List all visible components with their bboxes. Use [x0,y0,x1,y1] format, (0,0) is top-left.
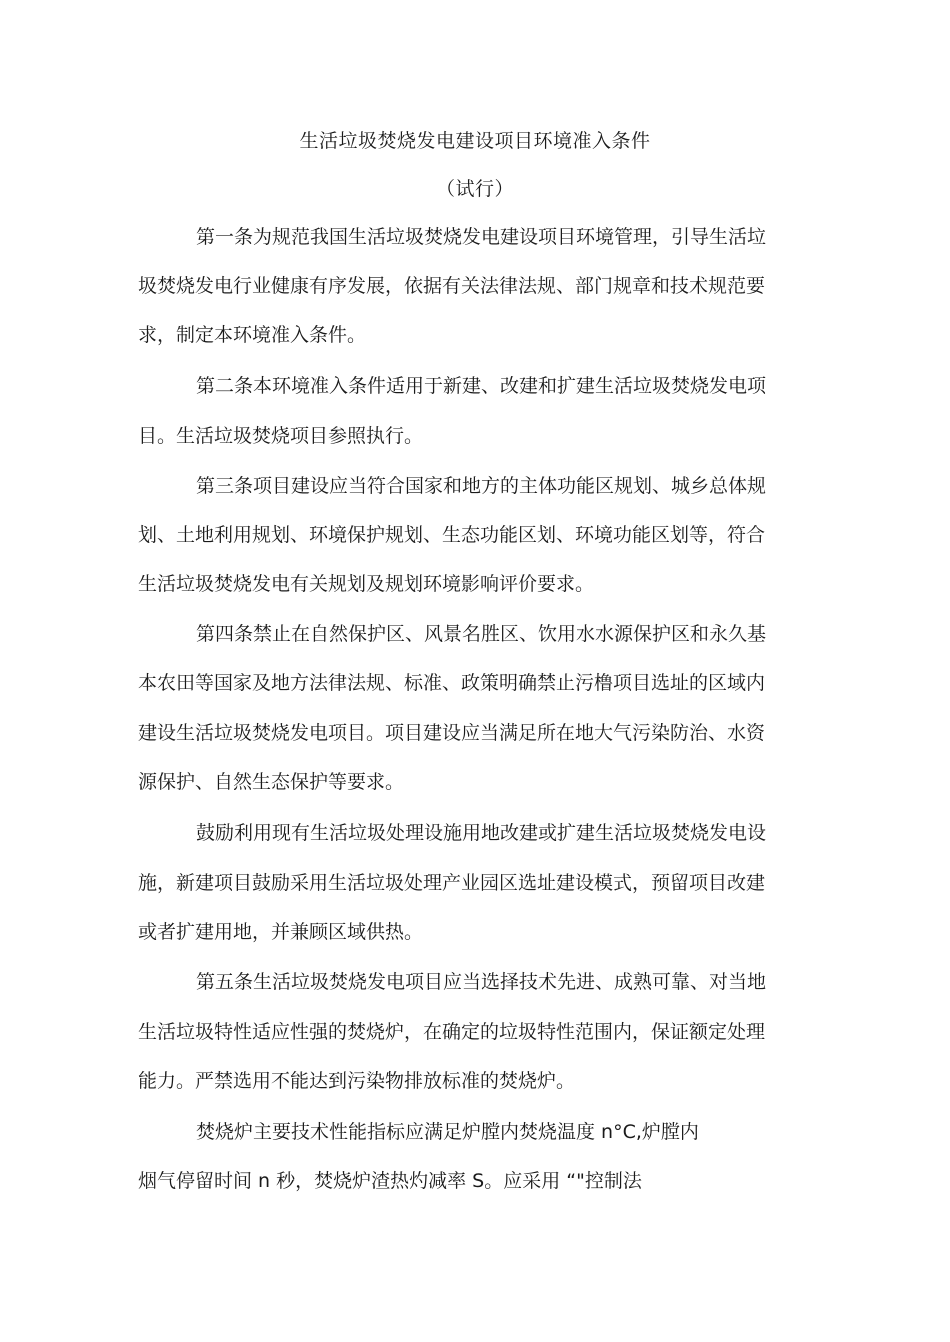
article-2-line-1: 第二条本环境准入条件适用于新建、改建和扩建生活垃圾焚烧发电项 [196,375,767,397]
paragraph-encourage-line-1: 鼓励利用现有生活垃圾处理设施用地改建或扩建生活垃圾焚烧发电设 [196,822,767,844]
article-4-line-3: 建设生活垃圾焚烧发电项目。项目建设应当满足所在地大气污染防治、水资 [138,722,766,744]
article-1-line-1: 第一条为规范我国生活垃圾焚烧发电建设项目环境管理，引导生活垃 [196,226,767,248]
paragraph-encourage-line-3: 或者扩建用地，并兼顾区域供热。 [138,921,424,943]
document-subtitle: （试行） [435,178,514,200]
article-3-line-2: 划、土地利用规划、环境保护规划、生态功能区划、环境功能区划等，符合 [138,524,766,546]
article-1-line-3: 求，制定本环境准入条件。 [138,324,367,346]
article-4-line-2: 本农田等国家及地方法律法规、标准、政策明确禁止污橹项目选址的区域内 [138,672,766,694]
article-4-line-4: 源保护、自然生态保护等要求。 [138,771,405,793]
document-title: 生活垃圾焚烧发电建设项目环境准入条件 [299,130,651,152]
article-2-line-2: 目。生活垃圾焚烧项目参照执行。 [138,425,424,447]
article-5-line-1: 第五条生活垃圾焚烧发电项目应当选择技术先进、成熟可靠、对当地 [196,971,767,993]
article-4-line-1: 第四条禁止在自然保护区、风景名胜区、饮用水水源保护区和永久基 [196,623,767,645]
article-5-line-3: 能力。严禁选用不能达到污染物排放标准的焚烧炉。 [138,1070,576,1092]
paragraph-indicators-line-1: 焚烧炉主要技术性能指标应满足炉膛内焚烧温度 n°C,炉膛内 [196,1121,699,1143]
paragraph-indicators-line-2: 烟气停留时间 n 秒，焚烧炉渣热灼减率 S。应采用 “"控制法 [138,1170,642,1192]
article-3-line-1: 第三条项目建设应当符合国家和地方的主体功能区规划、城乡总体规 [196,475,767,497]
article-3-line-3: 生活垃圾焚烧发电有关规划及规划环境影响评价要求。 [138,573,595,595]
article-1-line-2: 圾焚烧发电行业健康有序发展，依据有关法律法规、部门规章和技术规范要 [138,275,766,297]
article-5-line-2: 生活垃圾特性适应性强的焚烧炉，在确定的垃圾特性范围内，保证额定处理 [138,1021,766,1043]
paragraph-encourage-line-2: 施，新建项目鼓励采用生活垃圾处理产业园区选址建设模式，预留项目改建 [138,872,766,894]
